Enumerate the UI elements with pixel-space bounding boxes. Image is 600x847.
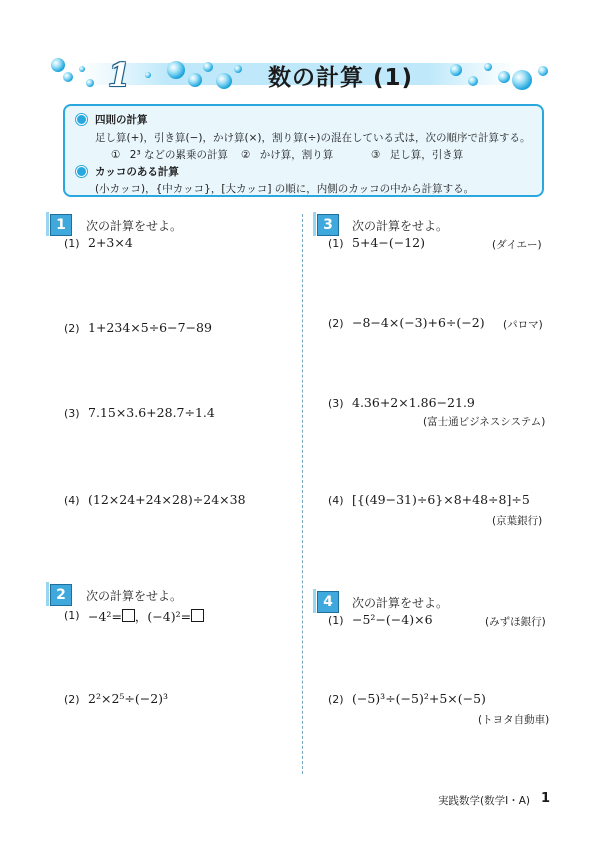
problem-expression: 1+234×5÷6−7−89 bbox=[88, 320, 212, 335]
problem-label: (1) bbox=[64, 237, 80, 250]
chapter-number: 1 bbox=[108, 56, 131, 94]
problem-label: (1) bbox=[328, 237, 344, 250]
problem-label: (2) bbox=[64, 322, 80, 335]
order-item-mark: ① bbox=[111, 149, 121, 161]
order-item-2 bbox=[241, 147, 333, 162]
problem-source: (トヨタ自動車) bbox=[478, 714, 550, 726]
problem-label: (2) bbox=[328, 317, 344, 330]
answer-box[interactable] bbox=[122, 609, 135, 622]
problem-source: (ダイエー) bbox=[492, 239, 542, 251]
section-2-instruction: 次の計算をせよ。 bbox=[86, 589, 183, 603]
expr-part: ，(−4)²= bbox=[134, 609, 192, 624]
order-item-text: 2³ などの累乗の計算 bbox=[129, 149, 228, 161]
problem-source: (みずほ銀行) bbox=[485, 616, 546, 628]
section-1-instruction: 次の計算をせよ。 bbox=[86, 219, 183, 233]
problem-expression: −5²−(−4)×6 bbox=[352, 612, 433, 627]
problem-expression: 2²×2⁵÷(−2)³ bbox=[88, 691, 169, 706]
book-title-footer: 実践数学(数学Ⅰ・A) bbox=[438, 795, 530, 807]
order-item-text: 足し算，引き算 bbox=[389, 149, 464, 161]
problem-expression: (−5)³÷(−5)²+5×(−5) bbox=[352, 691, 486, 706]
problem-label: (1) bbox=[64, 609, 80, 622]
order-item-text: かけ算，割り算 bbox=[259, 149, 334, 161]
order-item-mark: ② bbox=[241, 149, 251, 161]
problem-label: (2) bbox=[64, 693, 80, 706]
problem-label: (4) bbox=[64, 494, 80, 507]
problem-label: (1) bbox=[328, 614, 344, 627]
bullet-dot-icon bbox=[76, 166, 87, 177]
problem-label: (4) bbox=[328, 494, 344, 507]
problem-expression: 4.36+2×1.86−21.9 bbox=[352, 395, 475, 410]
problem-label: (2) bbox=[328, 693, 344, 706]
section-number-3: 3 bbox=[317, 214, 339, 236]
problem-expression: 7.15×3.6+28.7÷1.4 bbox=[88, 405, 215, 420]
summary-section1-text: 足し算(+)，引き算(−)，かけ算(×)，割り算(÷)の混在している式は，次の順序で計算する。 bbox=[95, 132, 531, 144]
problem-expression: 5+4−(−12) bbox=[352, 235, 425, 250]
problem-source: (京葉銀行) bbox=[492, 515, 543, 527]
problem-label: (3) bbox=[64, 407, 80, 420]
section-number-1: 1 bbox=[50, 214, 72, 236]
answer-box[interactable] bbox=[191, 609, 204, 622]
problem-expression: 2+3×4 bbox=[88, 235, 133, 250]
column-divider bbox=[302, 214, 303, 774]
section-number-4: 4 bbox=[317, 591, 339, 613]
problem-expression bbox=[88, 607, 204, 625]
problem-label: (3) bbox=[328, 397, 344, 410]
problem-expression: −8−4×(−3)+6÷(−2) bbox=[352, 315, 485, 330]
section-number-2: 2 bbox=[50, 584, 72, 606]
section-4-instruction: 次の計算をせよ。 bbox=[352, 596, 449, 610]
expr-part: −4²= bbox=[88, 609, 122, 624]
order-item-3 bbox=[371, 147, 463, 162]
problem-expression: [{(49−31)÷6}×8+48÷8]÷5 bbox=[352, 492, 530, 507]
order-item-mark: ③ bbox=[371, 149, 381, 161]
page-title: 数の計算 (1) bbox=[268, 65, 414, 91]
summary-section2-text: (小カッコ)，{中カッコ}，[大カッコ] の順に，内側のカッコの中から計算する。 bbox=[95, 183, 475, 195]
summary-section2-title: カッコのある計算 bbox=[95, 166, 179, 178]
problem-expression: (12×24+24×28)÷24×38 bbox=[88, 492, 246, 507]
bullet-dot-icon bbox=[76, 114, 87, 125]
summary-section1-title: 四則の計算 bbox=[95, 114, 148, 126]
page-number: 1 bbox=[541, 791, 551, 806]
problem-source: (パロマ) bbox=[503, 319, 543, 331]
problem-source: (富士通ビジネスシステム) bbox=[423, 416, 546, 428]
summary-box bbox=[63, 104, 544, 197]
order-item-1 bbox=[111, 147, 228, 162]
section-3-instruction: 次の計算をせよ。 bbox=[352, 219, 449, 233]
